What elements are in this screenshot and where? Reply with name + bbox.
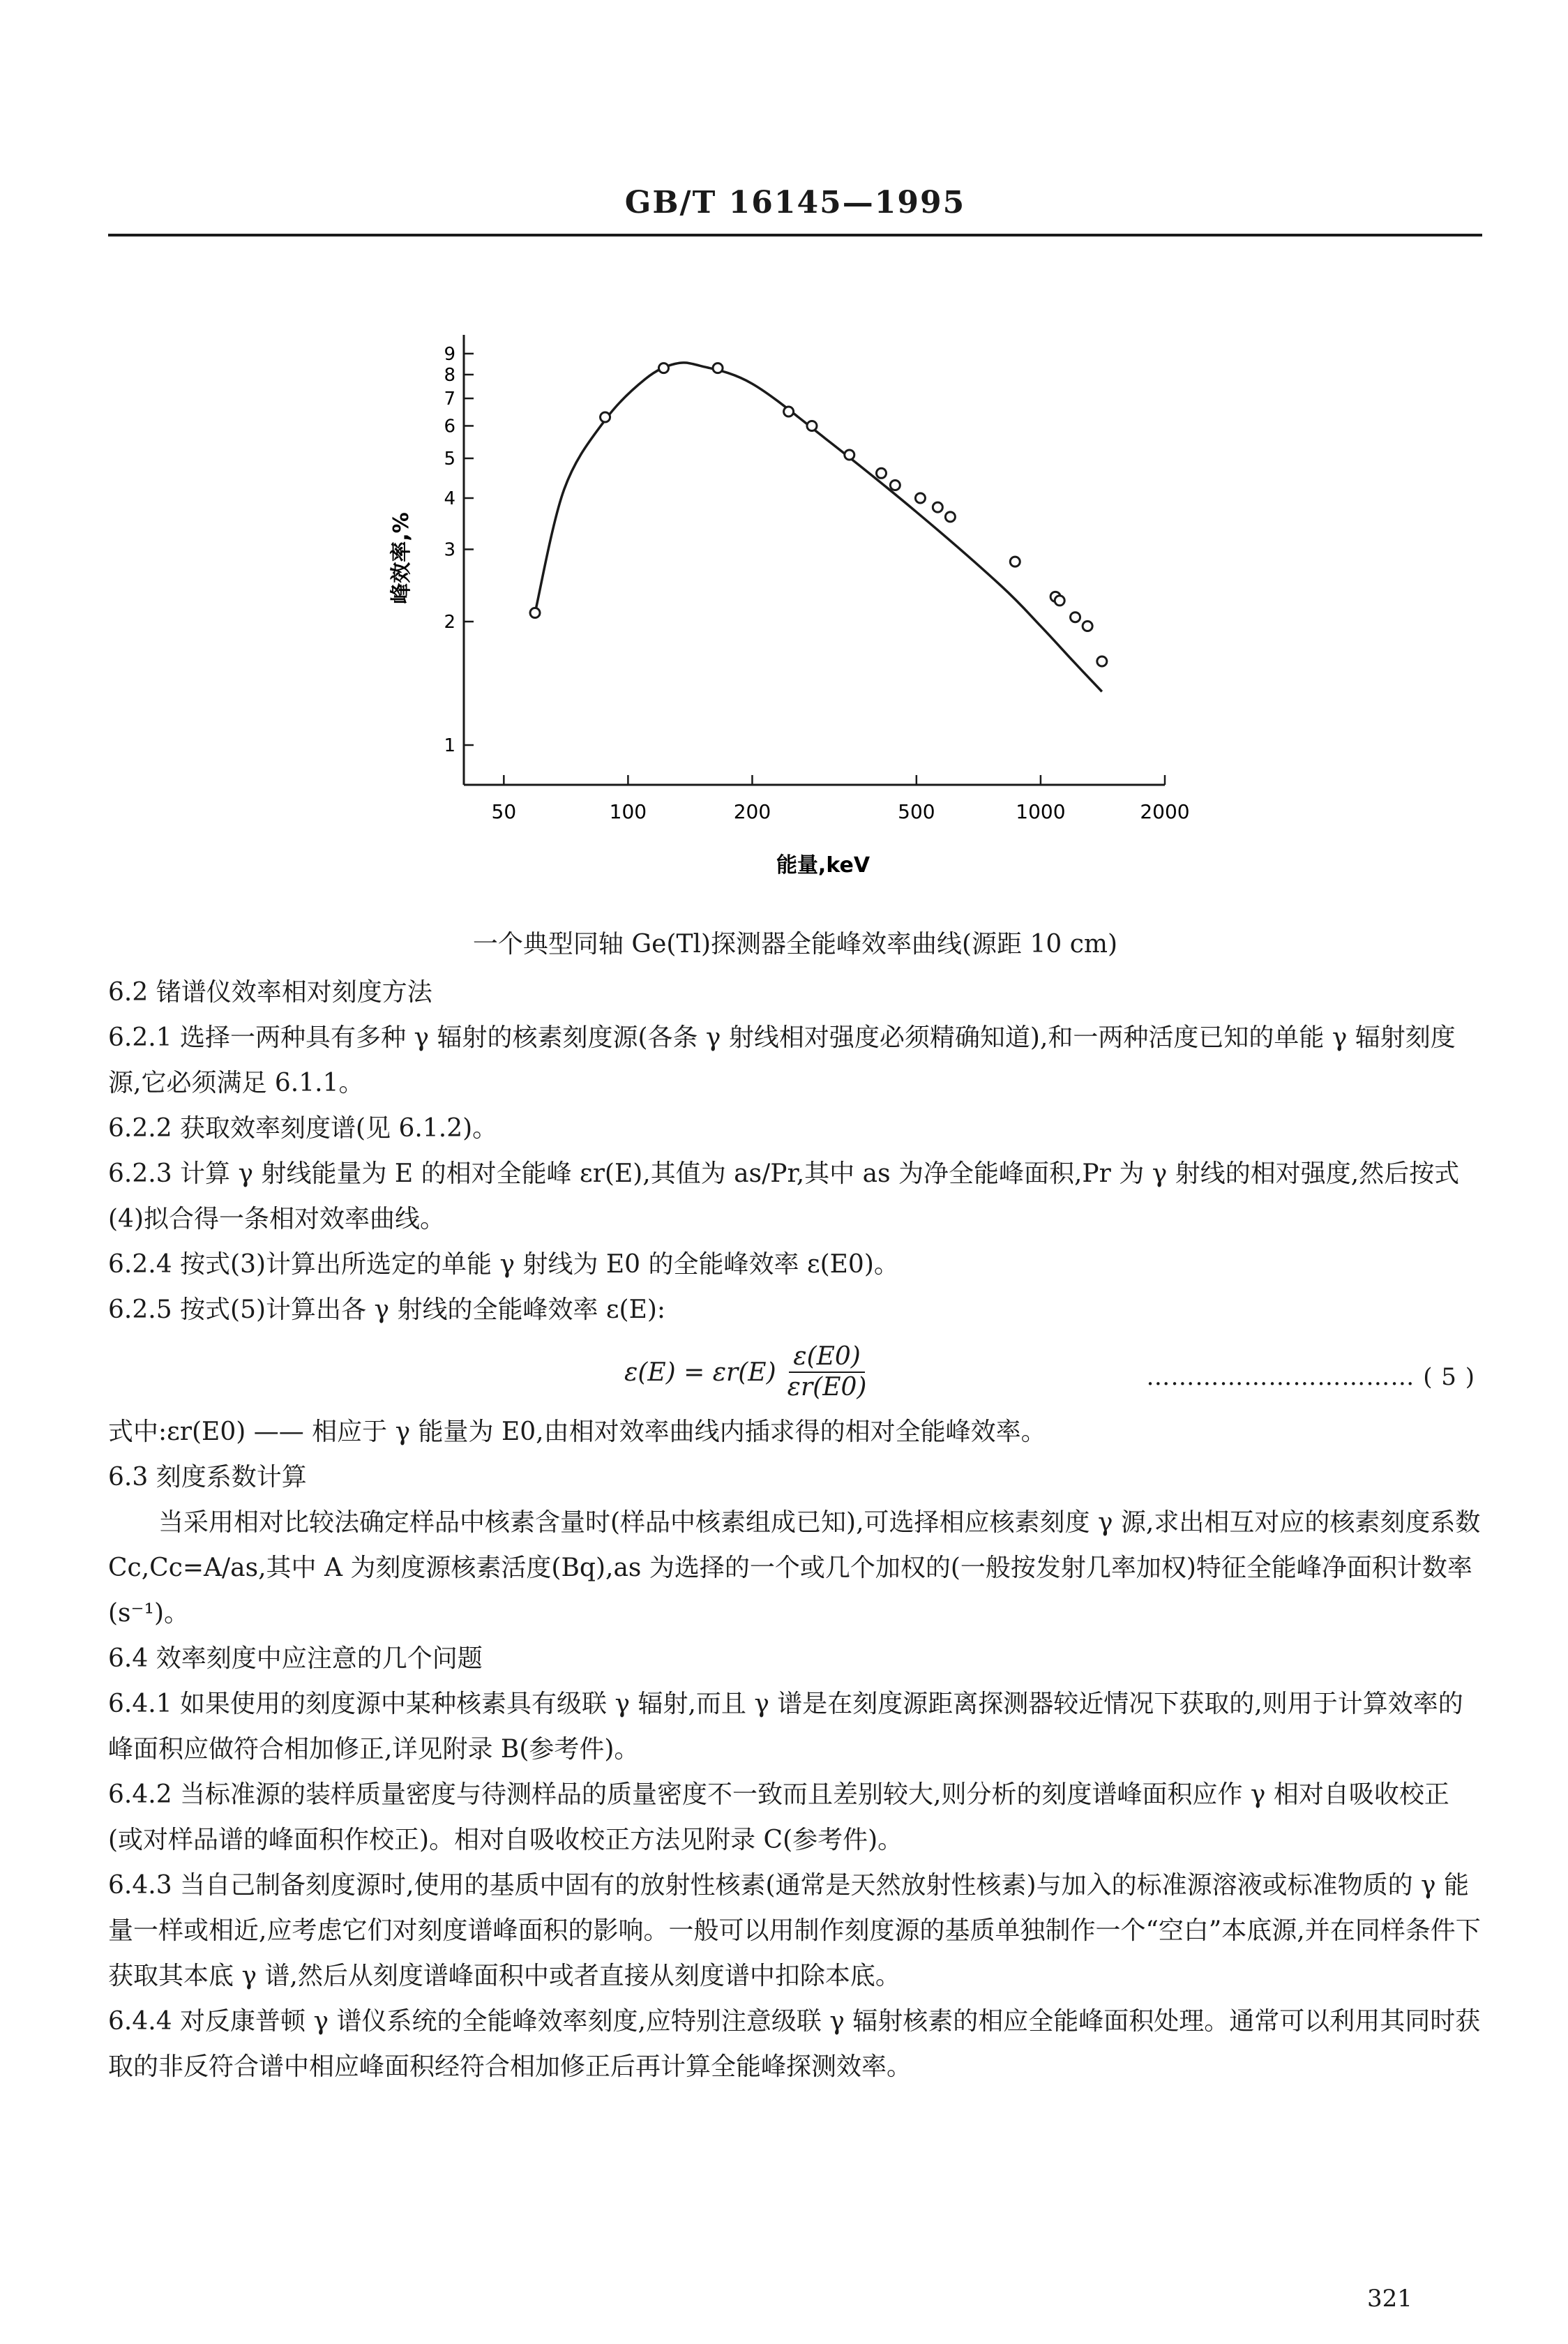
section-6-4-4: 6.4.4 对反康普顿 γ 谱仪系统的全能峰效率刻度,应特别注意级联 γ 辐射核素的相应全能峰面积处理。通常可以利用其同时获取的非反符合谱中相应峰面积经符合相加修正后再计算全能峰探测效率。 xyxy=(108,2007,1481,2081)
formula-fraction xyxy=(783,1342,871,1402)
formula-where: 式中:εr(E0) —— 相应于 γ 能量为 E0,由相对效率曲线内插求得的相对全能峰效率。 xyxy=(108,1418,1046,1446)
document-body xyxy=(108,970,1482,2089)
section-6-2-5: 6.2.5 按式(5)计算出各 γ 射线的全能峰效率 ε(E): xyxy=(108,1295,666,1324)
data-point xyxy=(1071,613,1080,622)
data-point xyxy=(658,363,668,373)
x-tick-label: 2000 xyxy=(1140,800,1190,823)
section-6-4-3: 6.4.3 当自己制备刻度源时,使用的基质中固有的放射性核素(通常是天然放射性核素)与加入的标准源溶液或标准物质的 γ 能量一样或相近,应考虑它们对刻度谱峰面积的影响。一般可以用制作刻度源的基质单独制作一个“空白”本底源,并在同样条件下获取其本底 γ 谱,然后从刻度谱峰面积中或者直接从刻度谱中扣除本底。 xyxy=(108,1871,1481,1990)
formula-number xyxy=(1146,1355,1475,1400)
chart-curve-layer xyxy=(535,363,1102,692)
y-tick-label: 5 xyxy=(444,449,455,470)
y-tick-label: 9 xyxy=(444,343,455,365)
formula-expression xyxy=(624,1342,870,1402)
y-tick-label: 7 xyxy=(444,389,455,410)
document-header: GB/T 16145—1995 xyxy=(624,185,966,220)
data-point xyxy=(845,450,854,460)
y-tick-label: 6 xyxy=(444,416,455,437)
data-point xyxy=(601,412,610,422)
x-tick-label: 100 xyxy=(609,800,647,823)
section-6-4-1: 6.4.1 如果使用的刻度源中某种核素具有级联 γ 辐射,而且 γ 谱是在刻度源距离探测器较近情况下获取的,则用于计算效率的峰面积应做符合相加修正,详见附录 B(参考件)。 xyxy=(108,1690,1463,1764)
section-6-4-2: 6.4.2 当标准源的装样质量密度与待测样品的质量密度不一致而且差别较大,则分析的刻度谱峰面积应作 γ 相对自吸收校正(或对样品谱的峰面积作校正)。相对自吸收校正方法见附录 C(参考件)。 xyxy=(108,1780,1449,1854)
x-tick-label: 200 xyxy=(733,800,771,823)
data-point xyxy=(784,407,794,416)
formula-leader-dots: …………………………… xyxy=(1146,1363,1415,1391)
x-tick-label: 50 xyxy=(491,800,517,823)
efficiency-chart xyxy=(0,0,1568,907)
data-point xyxy=(1083,621,1092,631)
data-point xyxy=(1055,596,1064,606)
page-number: 321 xyxy=(1367,2285,1412,2313)
y-tick-label: 1 xyxy=(444,735,455,757)
data-point xyxy=(1010,557,1020,566)
x-tick-label: 1000 xyxy=(1016,800,1066,823)
section-6-4-heading: 6.4 效率刻度中应注意的几个问题 xyxy=(108,1644,483,1673)
y-tick-label: 8 xyxy=(444,364,455,386)
data-point xyxy=(530,608,540,618)
chart-points-layer xyxy=(530,363,1107,666)
section-6-2-4: 6.2.4 按式(3)计算出所选定的单能 γ 射线为 E0 的全能峰效率 ε(E0)。 xyxy=(108,1250,899,1279)
data-point xyxy=(945,512,955,522)
data-point xyxy=(933,502,942,512)
data-point xyxy=(713,363,723,373)
efficiency-curve xyxy=(535,363,1102,692)
section-6-3-heading: 6.3 刻度系数计算 xyxy=(108,1463,307,1492)
x-axis-label: 能量,keV xyxy=(776,853,870,878)
formula-5 xyxy=(108,1332,1482,1409)
section-6-2-heading: 6.2 锗谱仪效率相对刻度方法 xyxy=(108,978,432,1007)
y-axis-label: 峰效率,% xyxy=(389,512,414,604)
figure-caption: 一个典型同轴 Ge(Tl)探测器全能峰效率曲线(源距 10 cm) xyxy=(472,930,1118,959)
formula-lhs: ε(E) = εr(E) xyxy=(624,1358,776,1387)
y-tick-label: 3 xyxy=(444,539,455,561)
section-6-3-body: 当采用相对比较法确定样品中核素含量时(样品中核素组成已知),可选择相应核素刻度 γ 源,求出相互对应的核素刻度系数 Cc,Cc=A/as,其中 A 为刻度源核素活度(Bq),as 为选择的一个或几个加权的(一般按发射几率加权)特征全能峰净面积计数率(s⁻¹)。 xyxy=(108,1508,1481,1628)
chart-ticks xyxy=(444,344,1189,823)
y-tick-label: 4 xyxy=(444,488,455,509)
y-tick-label: 2 xyxy=(444,612,455,633)
chart-axes xyxy=(464,335,1165,785)
x-tick-label: 500 xyxy=(898,800,935,823)
data-point xyxy=(1097,656,1107,666)
data-point xyxy=(807,421,817,430)
data-point xyxy=(915,493,925,503)
formula-numerator: ε(E0) xyxy=(789,1342,865,1373)
section-6-2-1: 6.2.1 选择一两种具有多种 γ 辐射的核素刻度源(各条 γ 射线相对强度必须精确知道),和一两种活度已知的单能 γ 辐射刻度源,它必须满足 6.1.1。 xyxy=(108,1023,1456,1097)
section-6-2-2: 6.2.2 获取效率刻度谱(见 6.1.2)。 xyxy=(108,1114,498,1143)
data-point xyxy=(877,468,887,478)
formula-denominator: εr(E0) xyxy=(787,1373,867,1402)
data-point xyxy=(890,481,900,490)
section-6-2-3: 6.2.3 计算 γ 射线能量为 E 的相对全能峰 εr(E),其值为 as/Pr,其中 as 为净全能峰面积,Pr 为 γ 射线的相对强度,然后按式(4)拟合得一条相对效率曲线。 xyxy=(108,1159,1460,1233)
formula-equation-number: ( 5 ) xyxy=(1423,1363,1475,1391)
